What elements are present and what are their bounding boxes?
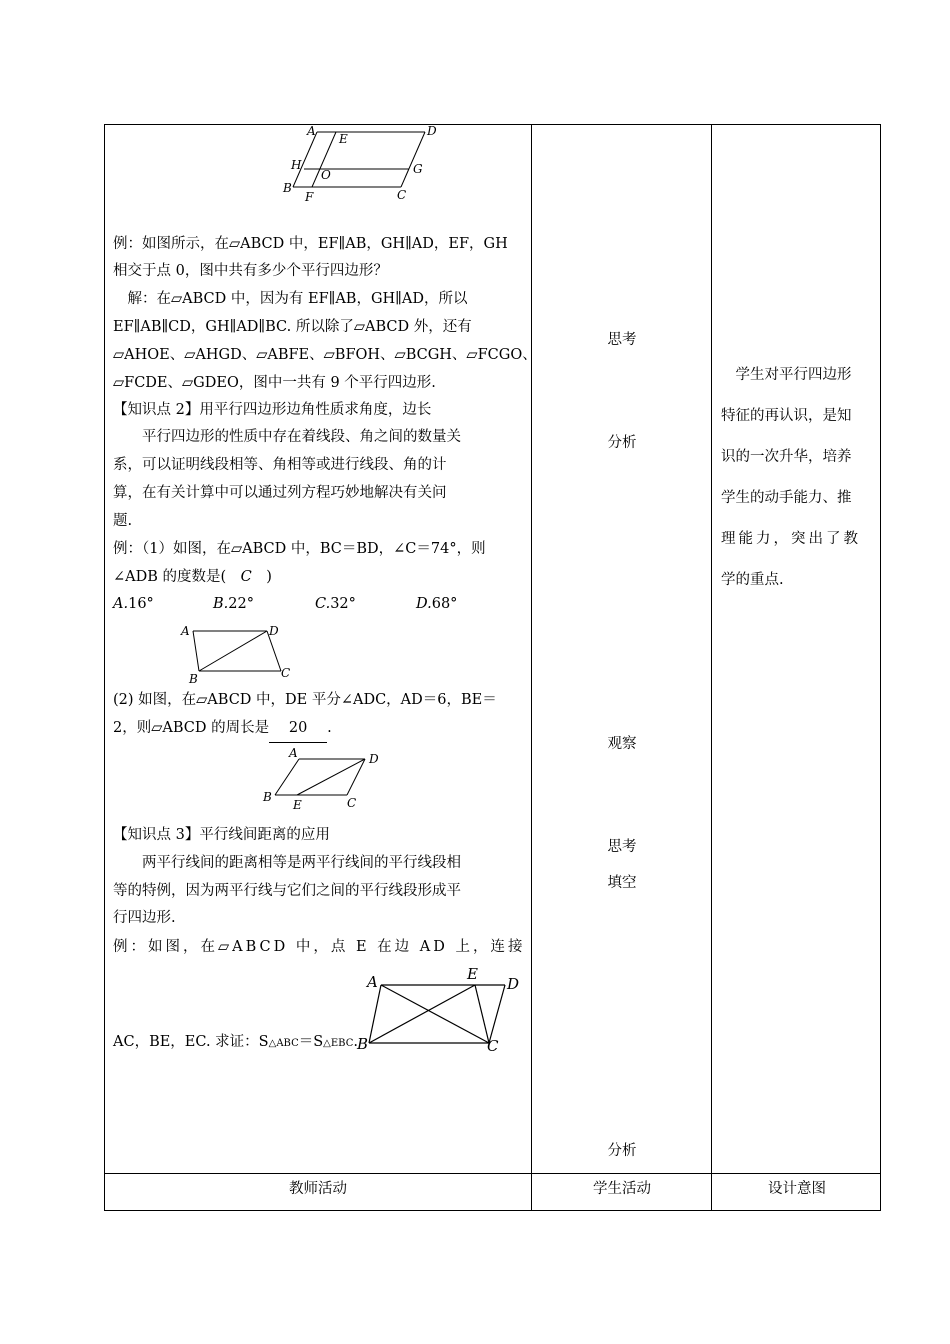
example2-close: ): [251, 569, 272, 585]
option-c-value: 32°: [330, 596, 356, 612]
kp2-line4: 题.: [113, 513, 133, 529]
example3-question: 2，则▱ABCD 的周长是: [113, 720, 270, 736]
column-divider-1: [531, 125, 532, 1210]
fig4-label-d: D: [507, 975, 520, 993]
kp3-line1: 两平行线间的距离相等是两平行线间的平行线段相: [113, 855, 461, 871]
option-d-letter: D.: [416, 596, 432, 612]
fig1-label-c: C: [397, 188, 407, 202]
fig4-label-c: C: [487, 1037, 499, 1055]
kp3-line2: 等的特例，因为两平行线与它们之间的平行线段形成平: [113, 883, 461, 899]
fig2-label-d: D: [269, 624, 279, 638]
figure-parallelogram-de-bisector: [259, 743, 389, 813]
student-think-2: 思考: [607, 839, 637, 855]
fig3-label-b: B: [263, 790, 272, 804]
option-c-letter: C.: [315, 596, 331, 612]
header-teacher-activity: 教师活动: [289, 1181, 347, 1197]
fig3-label-e: E: [293, 798, 302, 812]
fig2-label-b: B: [189, 672, 198, 686]
example2-line1: 例：（1）如图，在▱ABCD 中，BC＝BD，∠C＝74°，则: [113, 541, 486, 557]
example4-prove: AC，BE，EC. 求证：S: [113, 1034, 269, 1050]
header-student-activity: 学生活动: [593, 1181, 651, 1197]
design-intent-column: [721, 355, 871, 601]
design-line-1: 学生对平行四边形: [721, 367, 852, 383]
example4-period: .: [353, 1034, 358, 1050]
fig1-label-e: E: [339, 132, 348, 146]
student-analyze-2: 分析: [607, 1143, 637, 1159]
option-a-letter: A.: [113, 596, 129, 612]
design-line-3: 识的一次升华，培养: [721, 449, 852, 465]
example2-line2: [113, 564, 525, 591]
figure-parallelogram-bd-diagonal: [173, 621, 303, 687]
fig3-label-d: D: [369, 752, 379, 766]
option-d-value: 68°: [431, 596, 458, 612]
option-b-value: 22°: [228, 596, 254, 612]
example4-sub-abc: △ABC: [268, 1038, 299, 1049]
fig2-label-a: A: [181, 624, 190, 638]
example4-equals: ＝S: [298, 1034, 324, 1050]
solution-line1: 解：在▱ABCD 中，因为有 EF∥AB，GH∥AD，所以: [113, 291, 468, 307]
example4-line1: 例：如图，在▱ABCD 中，点 E 在边 AD 上，连接: [113, 939, 526, 955]
fig1-label-h: H: [291, 158, 302, 172]
fig3-label-a: A: [289, 746, 298, 760]
design-line-2: 特征的再认识，是知: [721, 408, 852, 424]
example2-answer: C: [240, 569, 252, 585]
fig1-label-d: D: [427, 124, 437, 138]
example2-question: ∠ADB 的度数是(: [113, 569, 241, 585]
knowledge-point-3-title: 【知识点 3】平行线间距离的应用: [113, 827, 330, 843]
solution-line2: EF∥AB∥CD，GH∥AD∥BC. 所以除了▱ABCD 外，还有: [113, 319, 472, 335]
header-design-intent: 设计意图: [768, 1181, 826, 1197]
student-observe: 观察: [607, 736, 637, 752]
figure-parallelogram-ahgd: [273, 124, 437, 205]
option-b-letter: B.: [213, 596, 229, 612]
example3-answer: 20: [269, 715, 327, 743]
fig4-label-a: A: [367, 973, 378, 991]
kp3-line3: 行四边形.: [113, 910, 176, 926]
example3-line1: (2) 如图，在▱ABCD 中，DE 平分∠ADC，AD＝6，BE＝: [113, 692, 497, 708]
kp2-line2: 系，可以证明线段相等、角相等或进行线段、角的计: [113, 457, 447, 473]
footer-divider: [105, 1173, 880, 1174]
knowledge-point-2-title: 【知识点 2】用平行四边形边角性质求角度，边长: [113, 402, 432, 418]
design-line-4: 学生的动手能力、推: [721, 490, 852, 506]
student-analyze-1: 分析: [607, 435, 637, 451]
fig4-label-b: B: [357, 1035, 369, 1053]
fig1-label-a: A: [307, 124, 316, 138]
example1-line2: 相交于点 0，图中共有多少个平行四边形？: [113, 263, 388, 279]
fig1-label-f: F: [305, 190, 314, 204]
fig4-label-e: E: [467, 965, 478, 983]
fig2-label-c: C: [281, 666, 291, 680]
example4-sub-ebc: △EBC: [323, 1038, 354, 1049]
student-think-1: 思考: [607, 332, 637, 348]
student-fill: 填空: [607, 875, 637, 891]
lesson-table: [104, 124, 881, 1211]
example3-line2: [113, 715, 525, 743]
example3-end: .: [327, 720, 332, 736]
fig3-label-c: C: [347, 796, 357, 810]
design-line-6: 学的重点.: [721, 572, 784, 588]
design-line-5: 理能力，突出了教: [721, 531, 861, 547]
fig1-label-o: O: [321, 168, 331, 182]
column-divider-2: [711, 125, 712, 1210]
fig1-label-g: G: [413, 162, 423, 176]
option-a-value: 16°: [128, 596, 154, 612]
kp2-line1: 平行四边形的性质中存在着线段、角之间的数量关: [113, 429, 461, 445]
example1-line1: 例：如图所示，在▱ABCD 中，EF∥AB，GH∥AD，EF，GH: [113, 236, 508, 252]
solution-line4: ▱FCDE、▱GDEO，图中一共有 9 个平行四边形.: [113, 375, 436, 391]
figure-parallelogram-triangles: [353, 963, 528, 1055]
solution-line3: ▱AHOE、▱AHGD、▱ABFE、▱BFOH、▱BCGH、▱FCGO、: [113, 347, 537, 363]
fig1-label-b: B: [283, 181, 292, 195]
kp2-line3: 算，在有关计算中可以通过列方程巧妙地解决有关问: [113, 485, 447, 501]
